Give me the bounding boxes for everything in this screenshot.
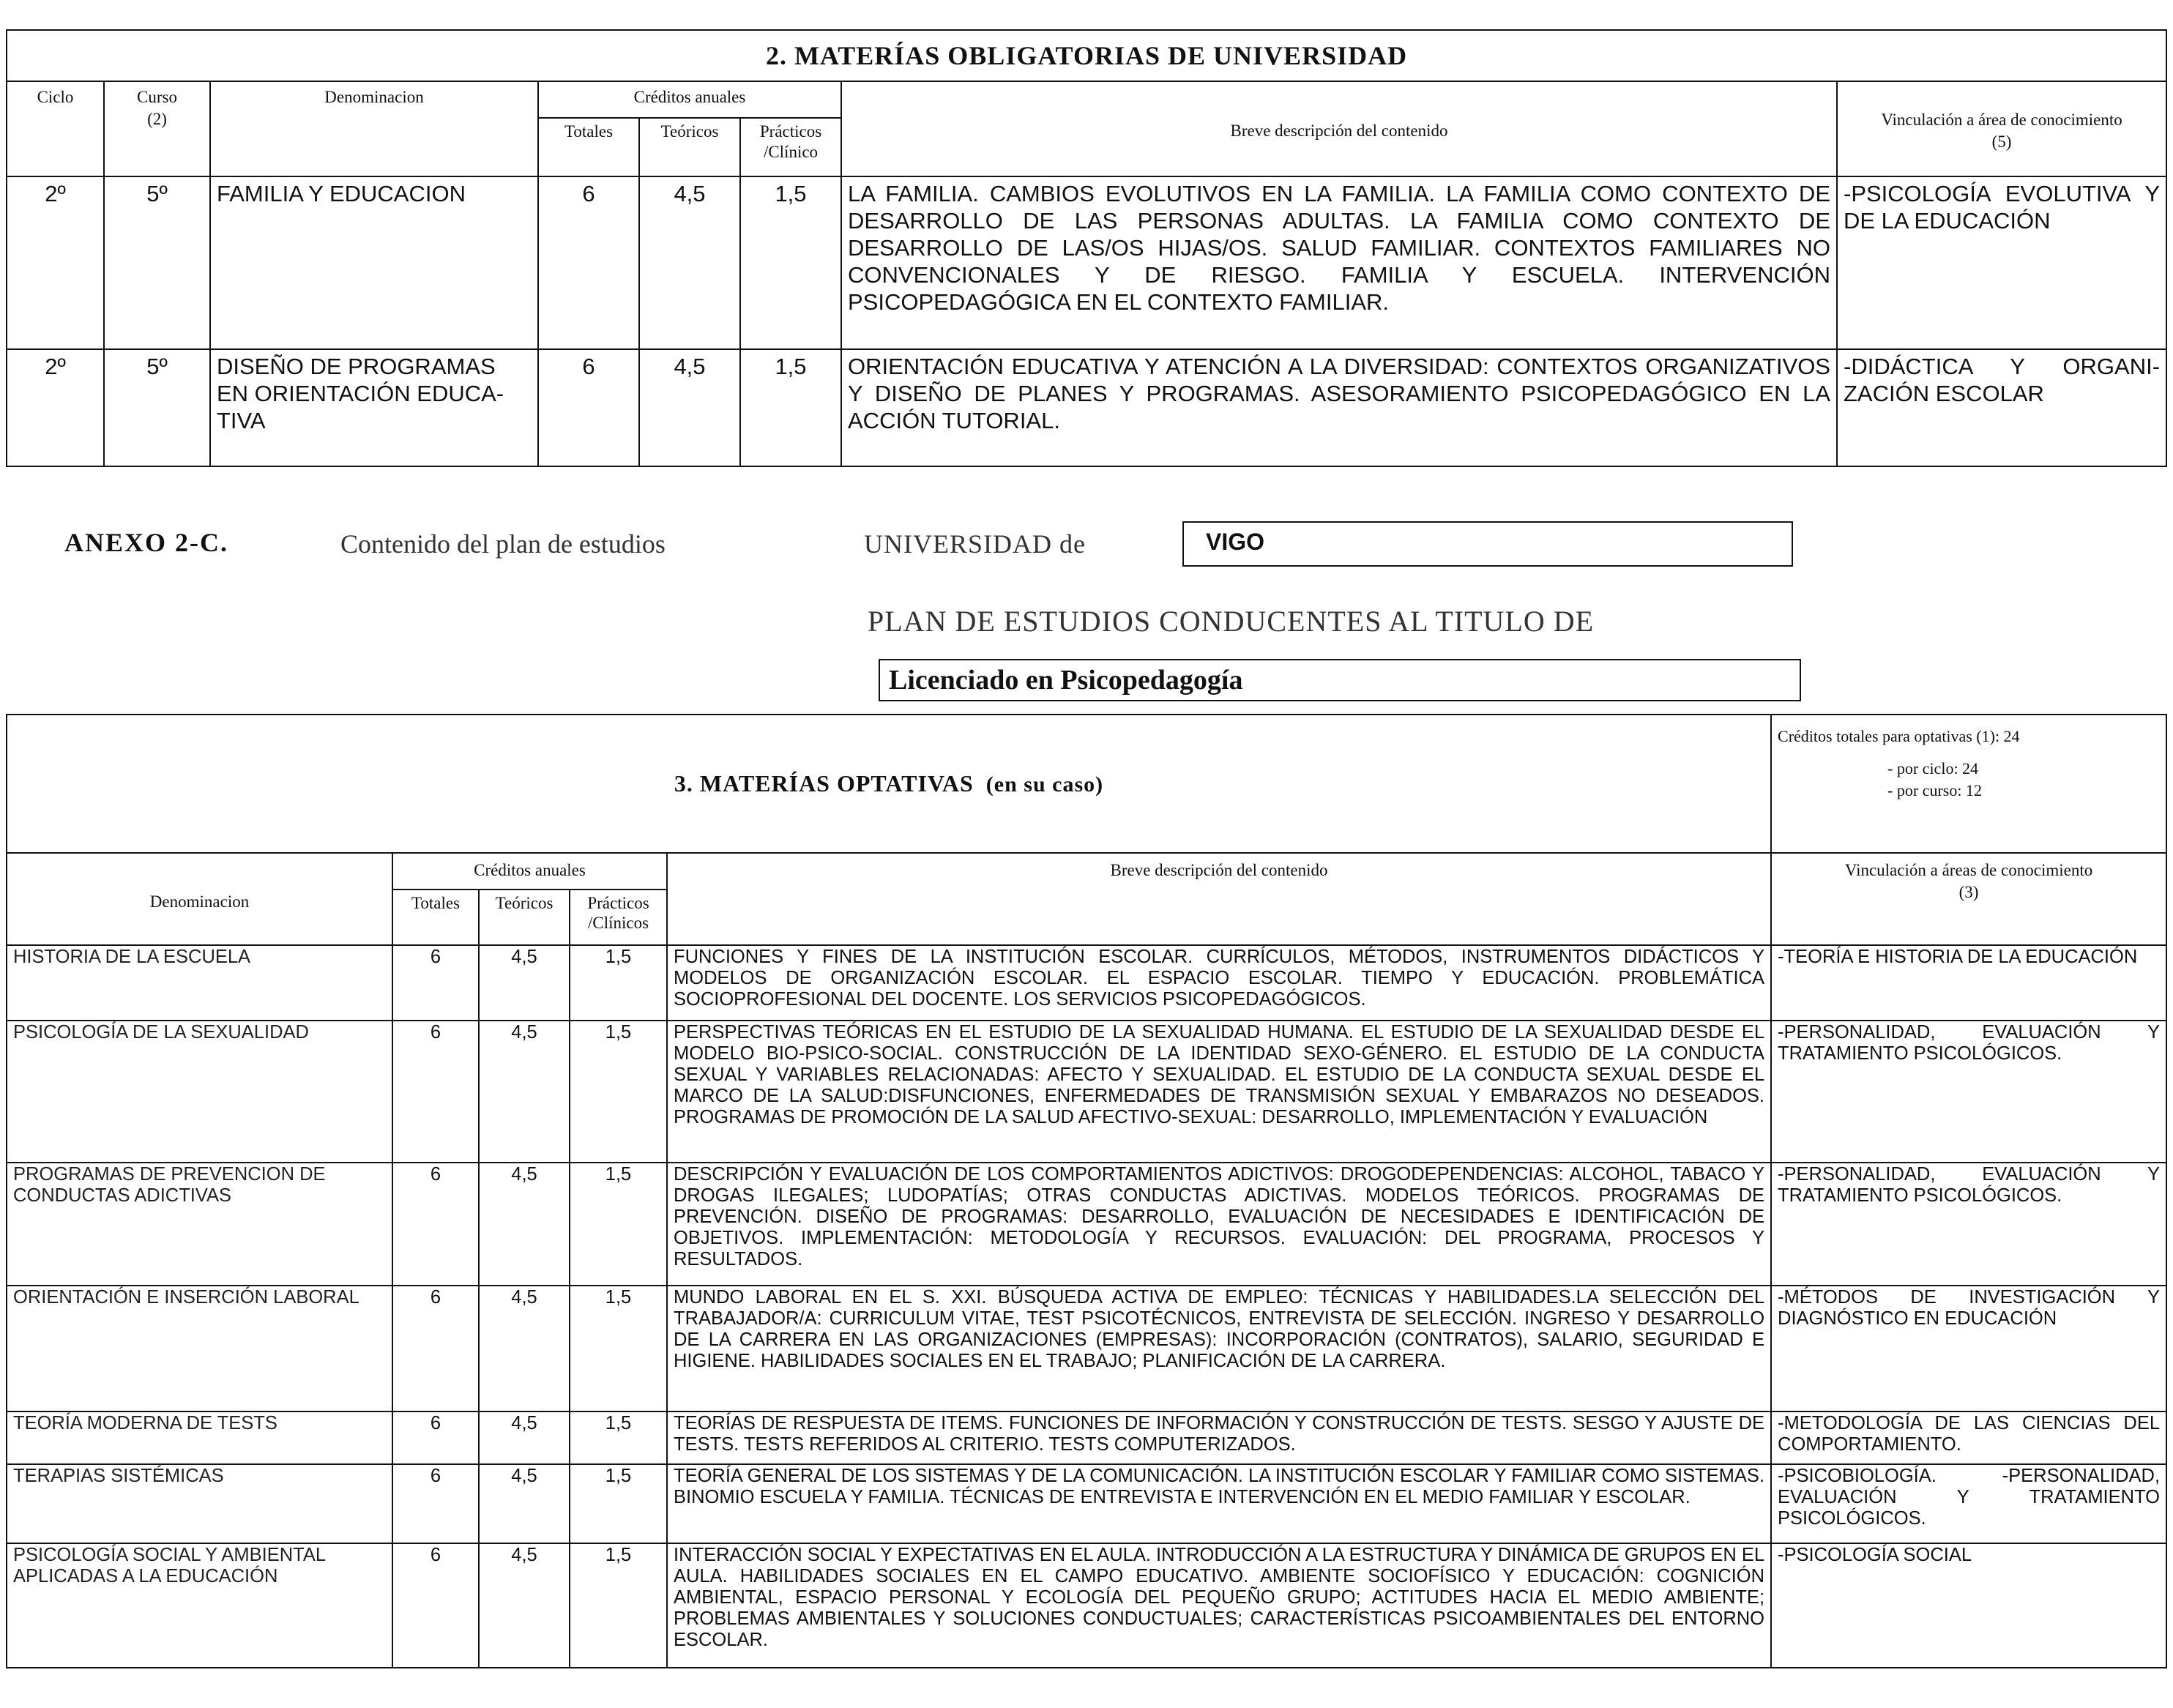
header-creditos: Créditos anuales bbox=[538, 81, 841, 118]
table-row bbox=[7, 1021, 2166, 1163]
cell-denominacion: FAMILIA Y EDUCACION bbox=[210, 176, 538, 349]
header-descripcion: Breve descripción del contenido bbox=[841, 81, 1837, 176]
cell-totales: 6 bbox=[392, 1411, 479, 1464]
cell-practicos: 1,5 bbox=[570, 1543, 667, 1668]
cell-vinculacion: -TEORÍA E HISTORIA DE LA EDUCACIÓN bbox=[1771, 945, 2166, 1021]
cell-descripcion: FUNCIONES Y FINES DE LA INSTITUCIÓN ESCOLAR. CURRÍCULOS, MÉTODOS, INSTRUMENTOS DIDÁCTICOS Y MODELOS DE ORGANIZACIÓN ESCOLAR. EL ESPACIO ESCOLAR. TIEMPO Y EDUCACIÓN. PROBLEMÁTICA SOCIOPROFESIONAL DEL DOCENTE. LOS SERVICIOS PSICOPEDAGÓGICOS. bbox=[667, 945, 1771, 1021]
optativas-title-text: 3. MATERÍAS OPTATIVAS bbox=[674, 770, 974, 797]
cell-descripcion: DESCRIPCIÓN Y EVALUACIÓN DE LOS COMPORTAMIENTOS ADICTIVOS: DROGODEPENDENCIAS: ALCOHOL, TABACO Y DROGAS ILEGALES; LUDOPATÍAS; OTRAS CONDUCTAS ADICTIVAS. MODELOS TEÓRICOS. PROGRAMAS DE PREVENCIÓN. DISEÑO DE PROGRAMAS: DESARROLLO, EVALUACIÓN DE NECESIDADES E IDENTIFICACIÓN DE OBJETIVOS. IMPLEMENTACIÓN: METODOLOGÍA Y RECURSOS. EVALUACIÓN: DEL PROGRAMA, PROCESOS Y RESULTADOS. bbox=[667, 1163, 1771, 1286]
cell-vinculacion: -MÉTODOS DE INVESTIGACIÓN Y DIAGNÓSTICO EN EDUCACIÓN bbox=[1771, 1286, 2166, 1411]
header-totales: Totales bbox=[392, 890, 479, 945]
universidad-value: VIGO bbox=[1206, 529, 1265, 555]
creditos-totales-box bbox=[1771, 715, 2166, 853]
table-row bbox=[7, 945, 2166, 1021]
optativas-table bbox=[6, 714, 2167, 1668]
cell-ciclo: 2º bbox=[7, 349, 104, 466]
header-vinculacion-note: (5) bbox=[1991, 132, 2012, 151]
header-teoricos: Teóricos bbox=[479, 890, 570, 945]
titulo-value: Licenciado en Psicopedagogía bbox=[889, 665, 1243, 695]
cell-ciclo: 2º bbox=[7, 176, 104, 349]
universidad-label: UNIVERSIDAD de bbox=[864, 529, 1086, 559]
table-row bbox=[7, 1411, 2166, 1464]
cell-teoricos: 4,5 bbox=[639, 176, 740, 349]
header-vinculacion-note: (3) bbox=[1958, 883, 1979, 901]
universidad-field bbox=[1182, 521, 1793, 567]
cell-descripcion: TEORÍAS DE RESPUESTA DE ITEMS. FUNCIONES DE INFORMACIÓN Y CONSTRUCCIÓN DE TESTS. SESGO Y AJUSTE DE TESTS. TESTS REFERIDOS AL CRITERIO. TESTS COMPUTERIZADOS. bbox=[667, 1411, 1771, 1464]
table-row bbox=[7, 176, 2166, 349]
cell-denominacion: PROGRAMAS DE PREVENCION DE CONDUCTAS ADICTIVAS bbox=[7, 1163, 392, 1286]
table-row bbox=[7, 349, 2166, 466]
cell-totales: 6 bbox=[538, 176, 639, 349]
cell-denominacion: PSICOLOGÍA SOCIAL Y AMBIENTAL APLICADAS A LA EDUCACIÓN bbox=[7, 1543, 392, 1668]
cell-descripcion: INTERACCIÓN SOCIAL Y EXPECTATIVAS EN EL AULA. INTRODUCCIÓN A LA ESTRUCTURA Y DINÁMICA DE GRUPOS EN EL AULA. HABILIDADES SOCIALES EN EL CAMPO EDUCATIVO. AMBIENTE SOCIOFÍSICO Y EDUCACIÓN: COGNICIÓN AMBIENTAL, ESPACIO PERSONAL Y ECOLOGÍA DEL PEQUEÑO GRUPO; ACTITUDES HACIA EL MEDIO AMBIENTE; PROBLEMAS AMBIENTALES Y SOLUCIONES CONDUCTUALES; CARACTERÍSTICAS PSICOAMBIENTALES DEL ENTORNO ESCOLAR. bbox=[667, 1543, 1771, 1668]
cell-totales: 6 bbox=[392, 945, 479, 1021]
cell-denominacion: ORIENTACIÓN E INSERCIÓN LABORAL bbox=[7, 1286, 392, 1411]
header-creditos: Créditos anuales bbox=[392, 853, 667, 890]
header-practicos: Prácticos /Clínico bbox=[740, 118, 841, 176]
obligatorias-title: 2. MATERÍAS OBLIGATORIAS DE UNIVERSIDAD bbox=[7, 30, 2166, 81]
cell-vinculacion: -PERSONALIDAD, EVALUACIÓN Y TRATAMIENTO PSICOLÓGICOS. bbox=[1771, 1163, 2166, 1286]
header-totales: Totales bbox=[538, 118, 639, 176]
header-teoricos: Teóricos bbox=[639, 118, 740, 176]
anexo-label: ANEXO 2-C. bbox=[64, 528, 228, 557]
cell-descripcion: MUNDO LABORAL EN EL S. XXI. BÚSQUEDA ACTIVA DE EMPLEO: TÉCNICAS Y HABILIDADES.LA SELECCIÓN DEL TRABAJADOR/A: CURRICULUM VITAE, TEST PSICOTÉCNICOS, ENTREVISTA DE SELECCIÓN. INGRESO Y DESARROLLO DE LA CARRERA EN LAS ORGANIZACIONES (EMPRESAS): INCORPORACIÓN (CONTRATOS), SALARIO, SEGURIDAD E HIGIENE. HABILIDADES SOCIALES EN EL TRABAJO; PLANIFICACIÓN DE LA CARRERA. bbox=[667, 1286, 1771, 1411]
cell-practicos: 1,5 bbox=[570, 1021, 667, 1163]
cell-vinculacion: -PSICOLOGÍA SOCIAL bbox=[1771, 1543, 2166, 1668]
header-curso-note: (2) bbox=[147, 110, 167, 128]
contenido-label: Contenido del plan de estudios bbox=[340, 529, 666, 559]
table-row bbox=[7, 1543, 2166, 1668]
cell-totales: 6 bbox=[392, 1163, 479, 1286]
table-row bbox=[7, 1464, 2166, 1543]
header-vinculacion bbox=[1771, 853, 2166, 945]
cell-vinculacion: -METODOLOGÍA DE LAS CIENCIAS DEL COMPORTAMIENTO. bbox=[1771, 1411, 2166, 1464]
cell-totales: 6 bbox=[392, 1286, 479, 1411]
cell-vinculacion: -PERSONALIDAD, EVALUACIÓN Y TRATAMIENTO PSICOLÓGICOS. bbox=[1771, 1021, 2166, 1163]
cell-teoricos: 4,5 bbox=[639, 349, 740, 466]
cell-totales: 6 bbox=[538, 349, 639, 466]
titulo-field bbox=[879, 659, 1801, 701]
cell-denominacion: DISEÑO DE PROGRAMAS EN ORIENTACIÓN EDUCA-TIVA bbox=[210, 349, 538, 466]
cell-curso: 5º bbox=[104, 176, 210, 349]
table-row bbox=[7, 1163, 2166, 1286]
header-denominacion: Denominacion bbox=[7, 853, 392, 945]
cell-descripcion: LA FAMILIA. CAMBIOS EVOLUTIVOS EN LA FAMILIA. LA FAMILIA COMO CONTEXTO DE DESARROLLO DE LAS PERSONAS ADULTAS. LA FAMILIA COMO CONTEXTO DE DESARROLLO DE LAS/OS HIJAS/OS. SALUD FAMILIAR. CONTEXTOS FAMILIARES NO CONVENCIONALES Y DE RIESGO. FAMILIA Y ESCUELA. INTERVENCIÓN PSICOPEDAGÓGICA EN EL CONTEXTO FAMILIAR. bbox=[841, 176, 1837, 349]
header-curso-label: Curso bbox=[137, 88, 177, 106]
creditos-por-curso: - por curso: 12 bbox=[1887, 781, 1982, 799]
cell-practicos: 1,5 bbox=[740, 349, 841, 466]
cell-totales: 6 bbox=[392, 1021, 479, 1163]
header-practicos: Prácticos /Clínicos bbox=[570, 890, 667, 945]
cell-practicos: 1,5 bbox=[570, 1411, 667, 1464]
cell-vinculacion: -DIDÁCTICA Y ORGANI-ZACIÓN ESCOLAR bbox=[1837, 349, 2166, 466]
header-curso bbox=[104, 81, 210, 176]
optativas-title-suffix: (en su caso) bbox=[985, 772, 1104, 797]
cell-denominacion: HISTORIA DE LA ESCUELA bbox=[7, 945, 392, 1021]
header-ciclo: Ciclo bbox=[7, 81, 104, 176]
header-vinculacion bbox=[1837, 81, 2166, 176]
header-vinculacion-label: Vinculación a áreas de conocimiento bbox=[1844, 861, 2093, 879]
cell-practicos: 1,5 bbox=[740, 176, 841, 349]
cell-teoricos: 4,5 bbox=[479, 1411, 570, 1464]
cell-teoricos: 4,5 bbox=[479, 1464, 570, 1543]
cell-practicos: 1,5 bbox=[570, 945, 667, 1021]
cell-teoricos: 4,5 bbox=[479, 1543, 570, 1668]
cell-teoricos: 4,5 bbox=[479, 945, 570, 1021]
cell-denominacion: TEORÍA MODERNA DE TESTS bbox=[7, 1411, 392, 1464]
obligatorias-table bbox=[6, 29, 2167, 467]
cell-denominacion: TERAPIAS SISTÉMICAS bbox=[7, 1464, 392, 1543]
cell-totales: 6 bbox=[392, 1543, 479, 1668]
cell-teoricos: 4,5 bbox=[479, 1286, 570, 1411]
header-vinculacion-label: Vinculación a área de conocimiento bbox=[1881, 110, 2122, 129]
optativas-title bbox=[7, 715, 1771, 853]
cell-teoricos: 4,5 bbox=[479, 1163, 570, 1286]
cell-practicos: 1,5 bbox=[570, 1286, 667, 1411]
cell-vinculacion: -PSICOBIOLOGÍA. -PERSONALIDAD, EVALUACIÓN Y TRATAMIENTO PSICOLÓGICOS. bbox=[1771, 1464, 2166, 1543]
creditos-por-ciclo: - por ciclo: 24 bbox=[1887, 759, 1979, 777]
plan-label: PLAN DE ESTUDIOS CONDUCENTES AL TITULO DE bbox=[868, 605, 1595, 638]
cell-practicos: 1,5 bbox=[570, 1464, 667, 1543]
cell-denominacion: PSICOLOGÍA DE LA SEXUALIDAD bbox=[7, 1021, 392, 1163]
cell-totales: 6 bbox=[392, 1464, 479, 1543]
cell-descripcion: TEORÍA GENERAL DE LOS SISTEMAS Y DE LA COMUNICACIÓN. LA INSTITUCIÓN ESCOLAR Y FAMILIAR COMO SISTEMAS. BINOMIO ESCUELA Y FAMILIA. TÉCNICAS DE ENTREVISTA E INTERVENCIÓN EN EL MEDIO FAMILIAR Y ESCOLAR. bbox=[667, 1464, 1771, 1543]
cell-teoricos: 4,5 bbox=[479, 1021, 570, 1163]
cell-descripcion: ORIENTACIÓN EDUCATIVA Y ATENCIÓN A LA DIVERSIDAD: CONTEXTOS ORGANIZATIVOS Y DISEÑO DE PLANES Y PROGRAMAS. ASESORAMIENTO PSICOPEDAGÓGICO EN LA ACCIÓN TUTORIAL. bbox=[841, 349, 1837, 466]
header-descripcion: Breve descripción del contenido bbox=[667, 853, 1771, 945]
cell-vinculacion: -PSICOLOGÍA EVOLUTIVA Y DE LA EDUCACIÓN bbox=[1837, 176, 2166, 349]
table-row bbox=[7, 1286, 2166, 1411]
header-denominacion: Denominacion bbox=[210, 81, 538, 176]
cell-curso: 5º bbox=[104, 349, 210, 466]
creditos-totales: Créditos totales para optativas (1): 24 bbox=[1778, 727, 2020, 745]
cell-descripcion: PERSPECTIVAS TEÓRICAS EN EL ESTUDIO DE LA SEXUALIDAD HUMANA. EL ESTUDIO DE LA SEXUALIDAD DESDE EL MODELO BIO-PSICO-SOCIAL. CONSTRUCCIÓN DE LA IDENTIDAD SEXO-GÉNERO. EL ESTUDIO DE LA CONDUCTA SEXUAL Y VARIABLES RELACIONADAS: AFECTO Y SEXUALIDAD. EL ESTUDIO DE LA CONDUCTA SEXUAL DESDE EL MARCO DE LA SALUD:DISFUNCIONES, ENFERMEDADES DE TRANSMISIÓN SEXUAL Y EMBARAZOS NO DESEADOS. PROGRAMAS DE PROMOCIÓN DE LA SALUD AFECTIVO-SEXUAL: DESARROLLO, IMPLEMENTACIÓN Y EVALUACIÓN bbox=[667, 1021, 1771, 1163]
cell-practicos: 1,5 bbox=[570, 1163, 667, 1286]
